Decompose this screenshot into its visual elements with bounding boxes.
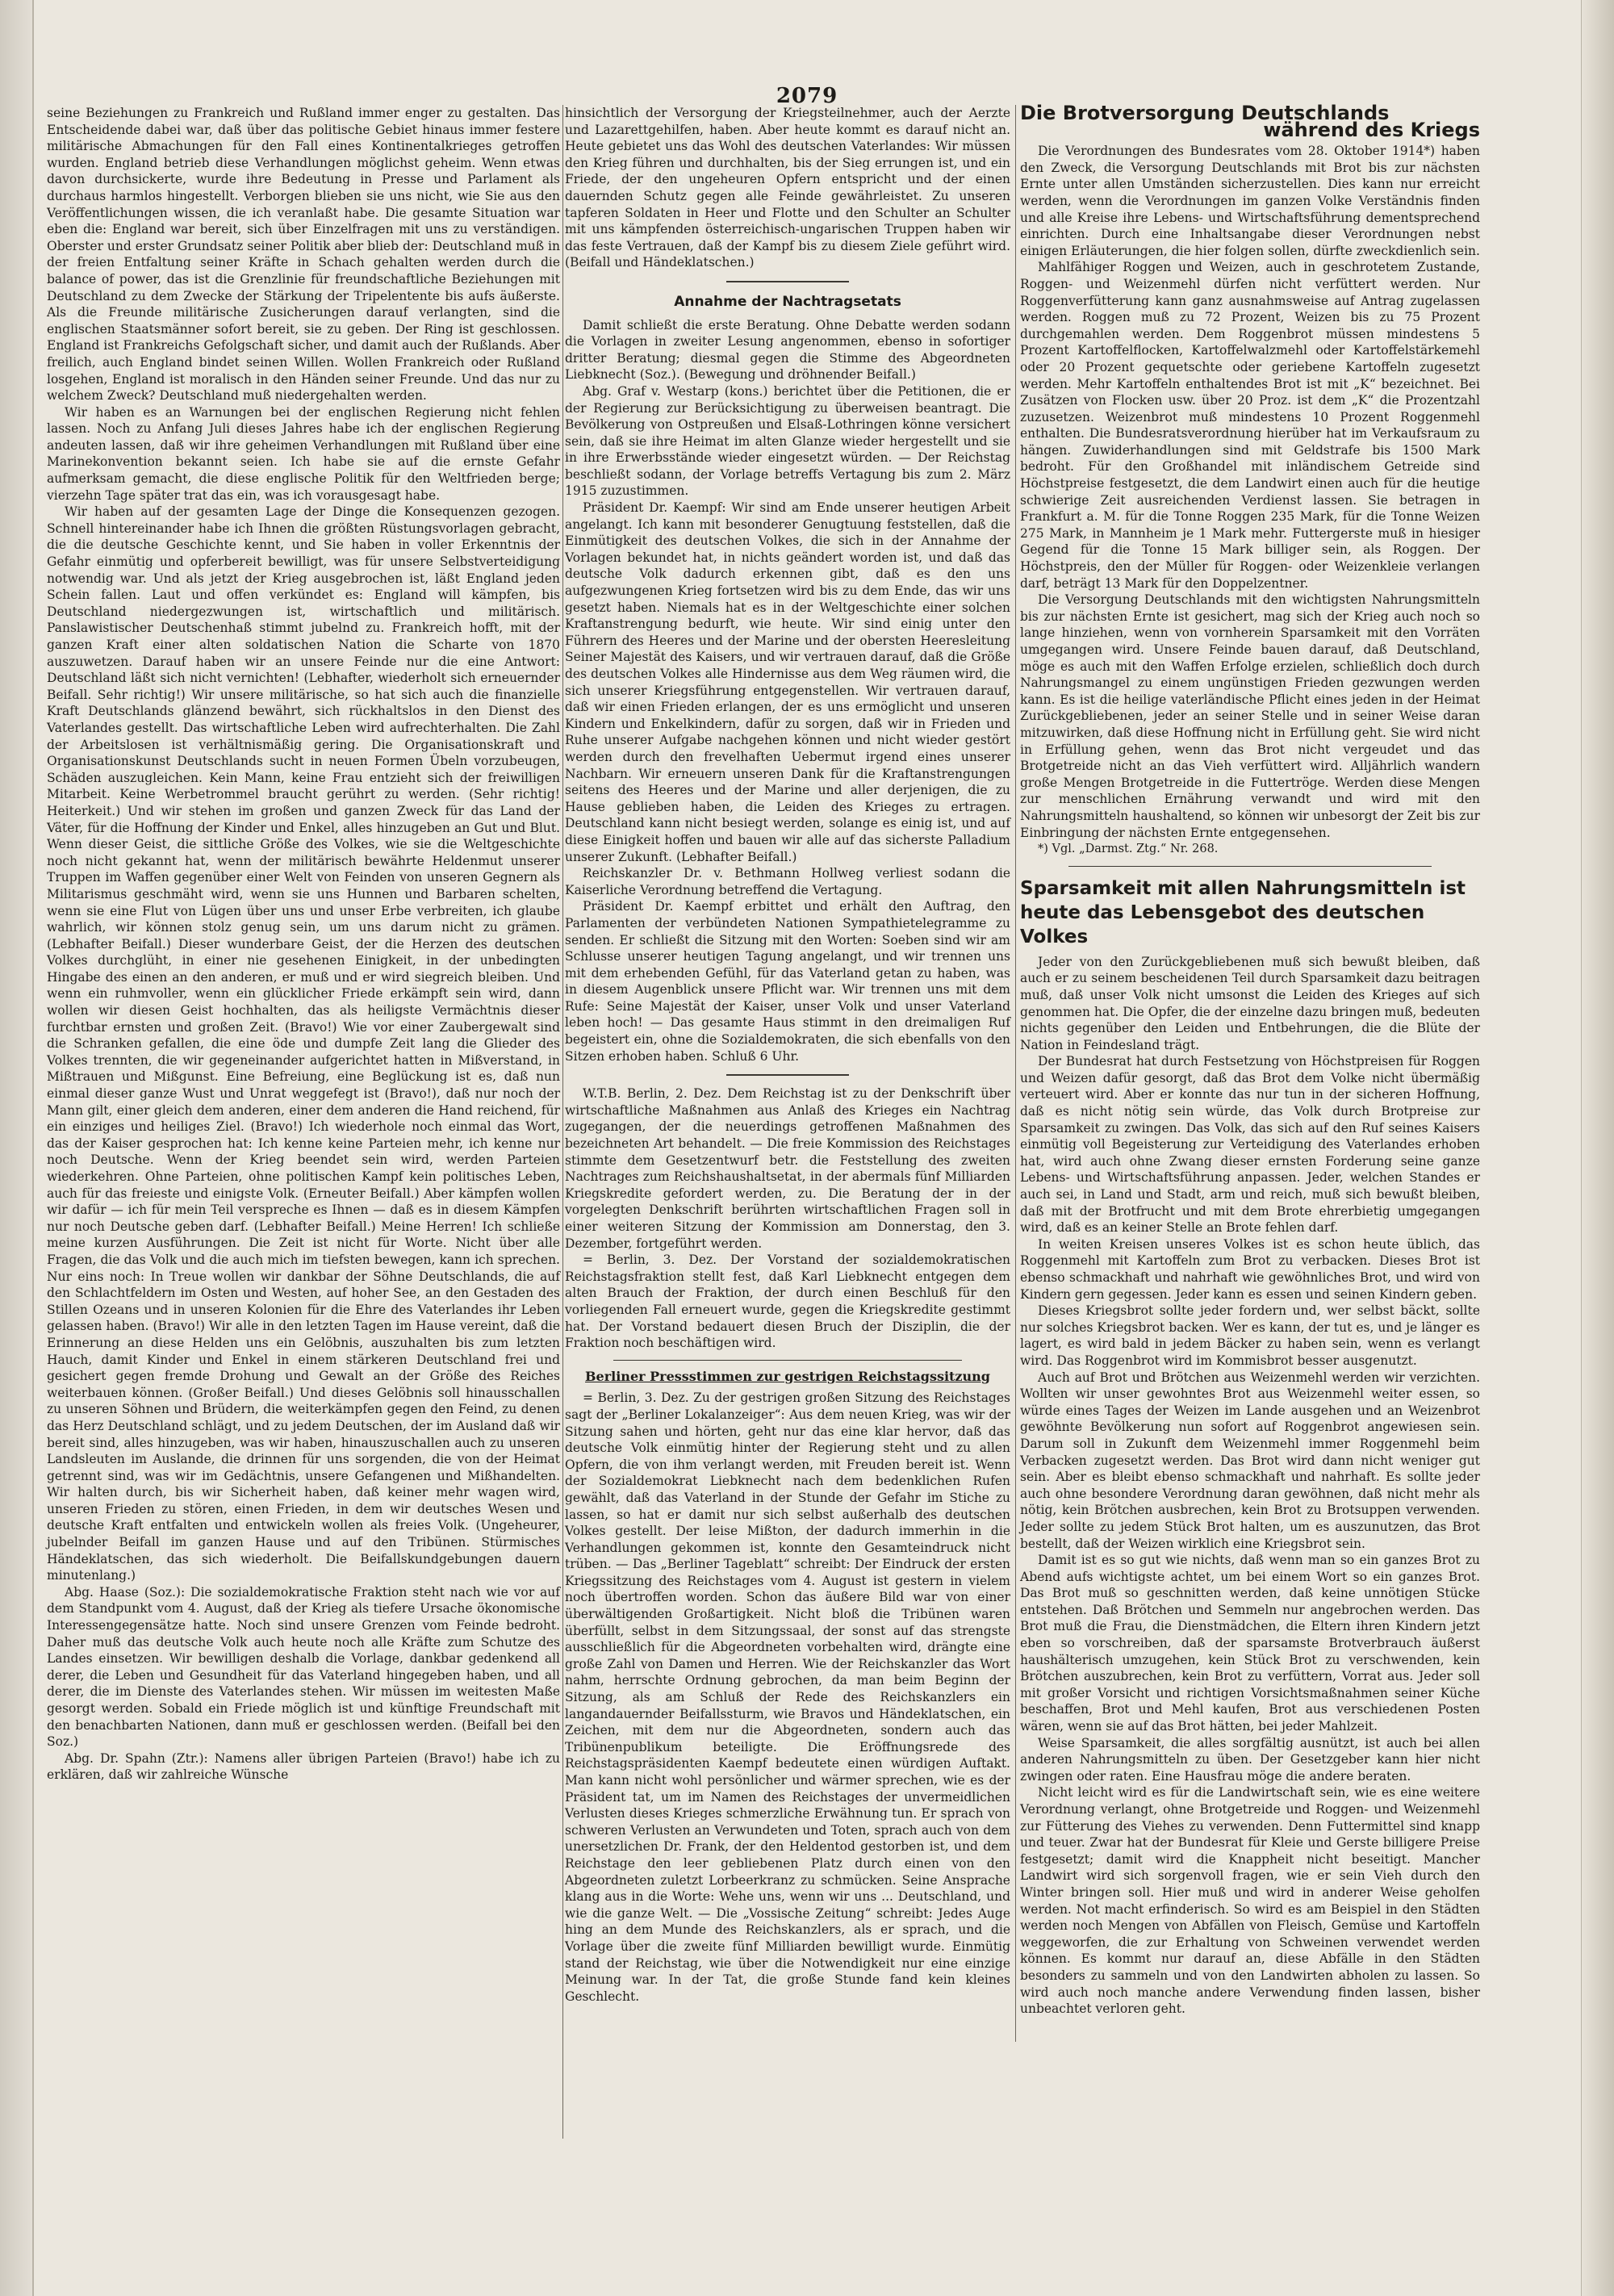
article-headline-line2: während des Kriegs [1263, 118, 1480, 141]
column-rule-left [562, 105, 563, 2139]
paragraph: Die Verordnungen des Bundesrates vom 28. Oktober 1914*) haben den Zweck, die Versorgung Deutschlands mit Brot bis zur nächsten Ernte unter allen Umständen sicherzustellen. Dies kann nur erreicht werden, wenn die Verordnungen im ganzen Volke Verständnis finden und alle Kreise ihre Lebens- und Wirtschaftsführung dementsprechend einrichten. Durch eine Inhaltsangabe dieser Verordnungen nebst einigen Erläuterungen, die hier folgen sollen, dürfte zweckdienlich sein. [1020, 144, 1480, 258]
divider [613, 1360, 962, 1361]
paragraph: W.T.B. Berlin, 2. Dez. Dem Reichstag ist zu der Denkschrift über wirtschaftliche Maßnahmen aus Anlaß des Krieges ein Nachtrag zugegangen, der die neuerdings getroffenen Maßnahmen des bezeichneten Art behandelt. — Die freie Kommission des Reichstages stimmte dem Gesetzentwurf betr. die Feststellung des zweiten Nachtrages zum Reichshaushaltsetat, in der abermals fünf Milliarden Kriegskredite gefordert werden, zu. Die Beratung der in der vorgelegten Denkschrift berührten wirtschaftlichen Fragen soll in einer weiteren Sitzung der Kommission am Donnerstag, den 3. Dezember, fortgeführt werden. [565, 1086, 1010, 1251]
paragraph: Präsident Dr. Kaempf: Wir sind am Ende unserer heutigen Arbeit angelangt. Ich kann mit besonderer Genugtuung feststellen, daß die Einmütigkeit des deutschen Volkes, die sich in der Annahme der Vorlagen bekundet hat, in nichts geändert worden ist, und daß das deutsche Volk dadurch erkennen gibt, daß es den uns aufgezwungenen Krieg fortsetzen wird bis zu dem Ende, das wir uns gesetzt haben. Niemals hat es in der Weltgeschichte einer solchen Kraftanstrengung bedurft, wie heute. Wir sind einig unter den Führern des Heeres und der Marine und der obersten Heeresleitung Seiner Majestät des Kaisers, und wir vertrauen darauf, daß die Größe des deutschen Volkes alle Hindernisse aus dem Weg räumen wird, die sich unserer Kriegsführung entgegenstellen. Wir vertrauen darauf, daß wir einen Frieden erlangen, der es uns ermöglicht und unseren Kindern und Enkelkindern, dafür zu sorgen, daß wir in Frieden und Ruhe unserer Aufgabe nachgehen können und nicht wieder gestört werden durch den frevelhaften Uebermut irgend eines unserer Nachbarn. Wir erneuern unseren Dank für die Kraftanstrengungen seitens des Heeres und der Marine und aller derjenigen, die zu Hause geblieben haben, die Leiden des Krieges zu ertragen. Deutschland kann nicht besiegt werden, solange es einig ist, und auf diese Einigkeit hoffen und bauen wir alle auf das sicherste Palladium unserer Zukunft. (Lebhafter Beifall.) [565, 500, 1010, 864]
paragraph: In weiten Kreisen unseres Volkes ist es schon heute üblich, das Roggenmehl mit Kartoffeln zum Brot zu verbacken. Dieses Brot ist ebenso schmackhaft und nahrhaft wie gewöhnliches Brot, und wird von Kindern gern gegessen. Jeder kann es essen und seinen Kindern geben. [1020, 1236, 1480, 1302]
paragraph: Der Bundesrat hat durch Festsetzung von Höchstpreisen für Roggen und Weizen dafür gesorgt, daß das Brot dem Volke nicht übermäßig verteuert wird. Aber er konnte das nur tun in der sicheren Hoffnung, daß es nicht nötig sein würde, das Volk durch Brotpreise zur Sparsamkeit zu zwingen. Das Volk, das sich auf den Ruf seines Kaisers einmütig voll Begeisterung zur Verteidigung des Vaterlandes erhoben hat, wird auch ohne Zwang dieser ernsten Forderung seine ganze Lebens- und Wirtschaftsführung anpassen. Jeder, welchen Standes er auch sei, in Land und Stadt, arm und reich, muß sich bewußt bleiben, daß mit der Brotfrucht und mit dem Brote ehrerbietig umgegangen wird, daß es an keiner Stelle an Brote fehlen darf. [1020, 1054, 1480, 1236]
previous-page-edge [0, 0, 34, 2296]
footnote: *) Vgl. „Darmst. Ztg.“ Nr. 268. [1038, 843, 1219, 856]
paragraph: Präsident Dr. Kaempf erbittet und erhält den Auftrag, den Parlamenten der verbündeten Nationen Sympathietelegramme zu senden. Er schließt die Sitzung mit den Worten: Soeben sind wir am Schlusse unserer heutigen Tagung angelangt, und wir trennen uns mit dem erhebenden Gefühl, für das Vaterland getan zu haben, was in diesem Augenblick unsere Pflicht war. Wir trennen uns mit dem Rufe: Seine Majestät der Kaiser, unser Volk und unser Vaterland leben hoch! — Das gesamte Haus stimmt in den dreimaligen Ruf begeistert ein, ohne die Sozialdemokraten, die sich ebenfalls von den Sitzen erhoben haben. Schluß 6 Uhr. [565, 899, 1010, 1064]
next-page-edge [1581, 0, 1614, 2296]
column-rule-right [1015, 105, 1016, 2042]
paragraph: Reichskanzler Dr. v. Bethmann Hollweg verliest sodann die Kaiserliche Verordnung betreffend die Vertagung. [565, 866, 1010, 897]
paragraph: Wir haben es an Warnungen bei der englischen Regierung nicht fehlen lassen. Noch zu Anfang Juli dieses Jahres habe ich der englischen Regierung andeuten lassen, daß wir ihre geheimen Verhandlungen mit Rußland über eine Marinekonvention bekannt seien. Ich habe sie auf die ernste Gefahr aufmerksam gemacht, die diese englische Politik für den Weltfrieden berge; vierzehn Tage später trat das ein, was ich vorausgesagt habe. [47, 404, 560, 503]
paragraph: Abg. Haase (Soz.): Die sozialdemokratische Fraktion steht nach wie vor auf dem Standpunkt vom 4. August, daß der Krieg als tiefere Ursache ökonomische Interessengegensätze hatte. Noch sind unsere Grenzen vom Feinde bedroht. Daher muß das deutsche Volk auch heute noch alle Kräfte zum Schutze des Landes einsetzen. Wir bewilligen deshalb die Vorlage, dankbar gedenkend all derer, die Leben und Gesundheit für das Vaterland hingegeben haben, und all derer, die im Dienste des Vaterlandes stehen. Wir müssen im weitesten Maße gesorgt werden. Sobald ein Friede möglich ist und künftige Freundschaft mit den benachbarten Nationen, dann muß er geschlossen werden. (Beifall bei den Soz.) [47, 1584, 560, 1750]
paragraph: Abg. Dr. Spahn (Ztr.): Namens aller übrigen Parteien (Bravo!) habe ich zu erklären, daß wir zahlreiche Wünsche [47, 1750, 560, 1783]
paragraph: seine Beziehungen zu Frankreich und Rußland immer enger zu gestalten. Das Entscheidende dabei war, daß über das politische Gebiet hinaus immer festere militärische Abmachungen für den Fall eines Kontinentalkrieges getroffen wurden. England betrieb diese Verhandlungen möglichst geheim. Wenn etwas davon durchsickerte, wurde ihre Bedeutung in Presse und Parlament als durchaus harmlos hingestellt. Verborgen blieben sie uns nicht, wie Sie aus den Veröffentlichungen wissen, die ich veranlaßt habe. Die gesamte Situation war eben die: England war bereit, sich über Einzelfragen mit uns zu verständigen. Oberster und erster Grundsatz seiner Politik aber blieb der: Deutschland muß in der freien Entfaltung seiner Kräfte in Schach gehalten werden durch die balance of power, das ist die Grenzlinie für freundschaftliche Beziehungen mit Deutschland zu dem Zwecke der Stärkung der Tripelentente bis aufs äußerste. Als die Freunde militärische Zusicherungen darauf verlangten, sind die englischen Staatsmänner sofort bereit, sie zu geben. Der Ring ist geschlossen. England ist Frankreichs Gefolgschaft sicher, und damit auch der Rußlands. Aber freilich, auch England bindet seinen Willen. Wollen Frankreich oder Rußland losgehen, England ist moralisch in den Händen seiner Freunde. Und das nur zu welchem Zweck? Deutschland muß niedergehalten werden. [47, 106, 560, 404]
article-headline: Sparsamkeit mit allen Nahrungsmitteln ist heute das Lebensgebot des deutschen Volkes [1020, 877, 1466, 947]
paragraph: Die Versorgung Deutschlands mit den wichtigsten Nahrungsmitteln bis zur nächsten Ernte ist gesichert, mag sich der Krieg auch noch so lange hinziehen, wenn von vornherein Sparsamkeit mit den Vorräten umgegangen wird. Unsere Feinde bauen darauf, daß Deutschland, möge es auch mit den Waffen Erfolge erzielen, schließlich doch durch Nahrungsmangel zu einem ungünstigen Frieden gezwungen werden kann. Es ist die heilige vaterländische Pflicht eines jeden in der Heimat Zurückgebliebenen, jeder an seiner Stelle und in seiner Weise daran mitzuwirken, daß diese Hoffnung nicht in Erfüllung geht. Sie wird nicht in Erfüllung gehen, wenn das Brot nicht vergeudet und das Brotgetreide nicht an das Vieh verfüttert wird. Alljährlich wandern große Mengen Brotgetreide in die Futtertröge. Werden diese Mengen zur menschlichen Ernährung verwandt und wird mit den Nahrungsmitteln haushaltend, so können wir unbesorgt der Zeit bis zur Einbringung der nächsten Ernte entgegensehen. [1020, 592, 1480, 840]
column-right [1020, 102, 1480, 2018]
column-left [47, 105, 560, 1784]
paragraph: Wir haben auf der gesamten Lage der Dinge die Konsequenzen gezogen. Schnell hintereinander habe ich Ihnen die größten Rüstungsvorlagen gebracht, die die deutsche Geschichte kennt, und Sie haben in voller Erkenntnis der Gefahr einmütig und opferbereit bewilligt, was für unsere Selbstverteidigung notwendig war. Und als jetzt der Krieg ausgebrochen ist, läßt England jeden Schein fallen. Laut und offen verkündet es: England will kämpfen, bis Deutschland niedergezwungen ist, wirtschaftlich und militärisch. Panslawistischer Deutschenhaß stimmt jubelnd zu. Frankreich hofft, mit der ganzen Kraft einer alten soldatischen Nation die Scharte von 1870 auszuwetzen. Darauf haben wir an unsere Feinde nur die eine Antwort: Deutschland läßt sich nicht vernichten! (Lebhafter, wiederholt sich erneuernder Beifall. Sehr richtig!) Wir unsere militärische, so hat sich auch die finanzielle Kraft Deutschlands glänzend bewährt, sich rückhaltslos in den Dienst des Vaterlandes gestellt. Das wirtschaftliche Leben wird aufrechterhalten. Die Zahl der Arbeitslosen ist verhältnismäßig gering. Die Organisationskraft und Organisationskunst Deutschlands sucht in neuen Formen Übeln vorzubeugen, Schäden auszugleichen. Kein Mann, keine Frau entzieht sich der freiwilligen Mitarbeit. Keine Werbetrommel braucht gerührt zu werden. (Sehr richtig! Heiterkeit.) Und wir stehen im großen und ganzen Zweck für das Land der Väter, für die Hoffnung der Kinder und Enkel, alles hinzugeben an Gut und Blut. Wenn dieser Geist, die sittliche Größe des Volkes, wie sie die Weltgeschichte noch nicht gekannt hat, wenn der militärisch bewährte Heldenmut unserer Truppen im Waffen gegenüber einer Welt von Feinden von unseren Gegnern als Militarismus geschmäht wird, wenn sie uns Hunnen und Barbaren schelten, wenn sie eine Flut von Lügen über uns und unser Erbe verbreiten, ich glaube wahrlich, wir können stolz genug sein, um uns darum nicht zu grämen. (Lebhafter Beifall.) Dieser wunderbare Geist, der die Herzen des deutschen Volkes durchglüht, in einer nie gesehenen Einigkeit, in der unbedingten Hingabe des einen an den anderen, er muß und er wird siegreich bleiben. Und wenn ein ruhmvoller, wenn ein glücklicher Friede erkämpft sein wird, dann wollen wir diesen Geist hochhalten, das als heiligste Vermächtnis dieser furchtbar ernsten und großen Zeit. (Bravo!) Wie vor einer Zaubergewalt sind die Schranken gefallen, die eine öde und dumpfe Zeit lang die Glieder des Volkes trennten, die wir gegeneinander aufgerichtet hatten in Mißverstand, in Mißtrauen und Mißgunst. Eine Befreiung, eine Beglückung ist es, daß nun einmal dieser ganze Wust und Unrat weggefegt ist (Bravo!), daß nur noch der Mann gilt, einer gleich dem anderen, einer dem anderen die Hand reichend, für ein einziges und heiliges Ziel. (Bravo!) Ich wiederhole noch einmal das Wort, das der Kaiser gesprochen hat: Ich kenne keine Parteien mehr, ich kenne nur noch Deutsche. Wenn der Krieg beendet sein wird, werden Parteien wiederkehren. Ohne Parteien, ohne politischen Kampf kein politisches Leben, auch für das freieste und einigste Volk. (Erneuter Beifall.) Aber kämpfen wollen wir dafür — ich für mein Teil verspreche es Ihnen — daß es in diesem Kämpfen nur noch Deutsche geben darf. (Lebhafter Beifall.) Meine Herren! Ich schließe meine kurzen Ausführungen. Die Zeit ist nicht für Worte. Nicht über alle Fragen, die das Volk und die auch mich im tiefsten bewegen, kann ich sprechen. Nur eins noch: In Treue wollen wir dankbar der Söhne Deutschlands, die auf den Schlachtfeldern im Osten und Westen, auf hoher See, an den Gestaden des Stillen Ozeans und in unseren Kolonien für die Ehre des Vaterlandes ihr Leben gelassen haben. (Bravo!) Wir alle in den letzten Tagen im Hause vereint, daß die Erinnerung an diese Helden uns ein Gelöbnis, auszuhalten bis zum letzten Hauch, damit Kinder und Enkel in einem stärkeren Deutschland frei und gesichert gegen fremde Drohung und Gewalt an der Größe des Reiches weiterbauen können. (Großer Beifall.) Und dieses Gelöbnis soll hinausschallen zu unseren Söhnen und Brüdern, die weiterkämpfen gegen den Feind, zu denen das Herz Deutschland schlägt, und zu jedem Deutschen, der im Ausland daß wir bereit sind, alles hinzugeben, was wir haben, hinauszuschallen auch zu unseren Landsleuten im Auslande, die drinnen für uns sorgenden, die von der Heimat getrennt sind, was wir im Gedächtnis, unsere Gefangenen und Mißhandelten. Wir halten durch, bis wir Sicherheit haben, daß keiner mehr wagen wird, unseren Frieden zu stören, einen Frieden, in dem wir deutsches Wesen und deutsche Kraft entfalten und entwickeln wollen als freies Volk. (Ungeheurer, jubelnder Beifall im ganzen Hause und auf den Tribünen. Stürmisches Händeklatschen, das sich wiederholt. Die Beifallskundgebungen dauern minutenlang.) [47, 504, 560, 1583]
paragraph: Damit ist es so gut wie nichts, daß wenn man so ein ganzes Brot zu Abend aufs wichtigste achtet, um bei einem Wort so ein ganzes Brot. Das Brot muß so geschnitten werden, daß keine unnötigen Stücke entstehen. Daß Brötchen und Semmeln nur angebrochen werden. Das Brot muß die Frau, die Dienstmädchen, die Eltern ihren Kindern jetzt eben so vorschreiben, daß der sparsamste Brotverbrauch äußerst haushälterisch umzugehen, kein Stück Brot zu verschwenden, kein Brötchen auszubrechen, kein Brot zu verfüttern, Vorrat aus. Jeder soll mit großer Vorsicht und richtigen Vorsichtsmaßnahmen seiner Küche beschaffen, Brot und Mehl kaufen, Brot aus verschiedenen Posten wären, wenn sie auf das Brot hätten, bei jeder Mahlzeit. [1020, 1553, 1480, 1734]
paragraph: Jeder von den Zurückgebliebenen muß sich bewußt bleiben, daß auch er zu seinem bescheidenen Teil durch Sparsamkeit dazu beitragen muß, daß unser Volk nicht umsonst die Leiden des Krieges auf sich genommen hat. Die Opfer, die der einzelne dazu bringen muß, bedeuten nichts gegenüber den Leiden und Entbehrungen, die die Blüte der Nation in Feindesland trägt. [1020, 954, 1480, 1052]
paragraph: hinsichtlich der Versorgung der Kriegsteilnehmer, auch der Aerzte und Lazarettgehilfen, haben. Aber heute kommt es darauf nicht an. Heute gebietet uns das Wohl des deutschen Vaterlandes: Wir müssen den Krieg führen und durchhalten, bis der Sieg errungen ist, und ein Friede, der den ungeheuren Opfern entspricht und der einen dauernden Schutz gegen alle Feinde gewährleistet. Zu unseren tapferen Soldaten in Heer und Flotte und den Schulter an Schulter mit uns kämpfenden österreichisch-ungarischen Truppen haben wir das feste Vertrauen, daß der Kampf bis zu diesem Ziele geführt wird. (Beifall und Händeklatschen.) [565, 106, 1010, 270]
paragraph: = Berlin, 3. Dez. Der Vorstand der sozialdemokratischen Reichstagsfraktion stellt fest, daß Karl Liebknecht entgegen dem alten Brauch der Fraktion, der durch einen Beschluß für den vorliegenden Fall erneuert wurde, gegen die Kriegskredite gestimmt hat. Der Vorstand bedauert diesen Bruch der Disziplin, die der Fraktion noch beschäftigen wird. [565, 1253, 1010, 1351]
paragraph: Weise Sparsamkeit, die alles sorgfältig ausnützt, ist auch bei allen anderen Nahrungsmitteln zu üben. Der Gesetzgeber kann hier nicht zwingen oder raten. Eine Hausfrau möge die andere beraten. [1020, 1735, 1480, 1784]
paragraph: Damit schließt die erste Beratung. Ohne Debatte werden sodann die Vorlagen in zweiter Lesung angenommen, ebenso in sofortiger dritter Beratung; diesmal gegen die Stimme des Abgeordneten Liebknecht (Soz.). (Bewegung und dröhnender Beifall.) [565, 317, 1010, 383]
paragraph: Mahlfähiger Roggen und Weizen, auch in geschrotetem Zustande, Roggen- und Weizenmehl dürfen nicht verfüttert werden. Nur Roggenverfütterung kann ganz ausnahmsweise auf Antrag zugelassen werden. Roggen muß zu 72 Prozent, Weizen bis zu 75 Prozent durchgemahlen werden. Dem Roggenbrot müssen mindestens 5 Prozent Kartoffelflocken, Kartoffelwalzmehl oder Kartoffelstärkemehl oder 20 Prozent gequetschte oder geriebene Kartoffeln zugesetzt werden. Mehr Kartoffeln enthaltendes Brot ist mit „K“ bezeichnet. Bei Zusätzen von Flocken usw. über 20 Proz. ist dem „K“ die Prozentzahl zuzusetzen. Weizenbrot muß mindestens 10 Prozent Roggenmehl enthalten. Die Bundesratsverordnung hierüber hat im Verkaufsraum zu hängen. Zuwiderhandlungen sind mit Geldstrafe bis 1500 Mark bedroht. Für den Großhandel mit inländischem Getreide sind Höchstpreise festgesetzt, die dem Landwirt einen auch für die heutige schwierige Zeit ausreichenden Verdienst lassen. Sie betragen in Frankfurt a. M. für die Tonne Roggen 235 Mark, für die Tonne Weizen 275 Mark, in Mannheim je 1 Mark mehr. Futtergerste muß in hiesiger Gegend für die Tonne 15 Mark billiger sein, als Roggen. Der Höchstpreis, den der Müller für Roggen- oder Weizenkleie verlangen darf, beträgt 13 Mark für den Doppelzentner. [1020, 260, 1480, 591]
article-headline: Die Brotversorgung Deutschlands [1020, 102, 1390, 124]
paragraph: Dieses Kriegsbrot sollte jeder fordern und, wer selbst bäckt, sollte nur solches Kriegsbrot backen. Wer es kann, der tut es, und je länger es lagert, es wird bald in jedem Bäcker zu haben sein, wenn es verlangt wird. Das Roggenbrot wird im Kommisbrot besser ausgenutzt. [1020, 1303, 1480, 1368]
paragraph: Abg. Graf v. Westarp (kons.) berichtet über die Petitionen, die er der Regierung zur Berücksichtigung zu überweisen beantragt. Die Bevölkerung von Ostpreußen und Elsaß-Lothringen könne versichert sein, daß sie ihre Heimat im alten Glanze wieder hergestellt und sie in ihre Erwerbsstände wieder eingesetzt würden. — Der Reichstag beschließt sodann, der Vorlage betreffs Vertagung bis zum 2. März 1915 zuzustimmen. [565, 383, 1010, 499]
section-heading: Berliner Pressstimmen zur gestrigen Reichstagssitzung [585, 1368, 990, 1384]
column-middle [565, 105, 1010, 2005]
page-number: 2079 [776, 84, 838, 108]
paragraph: Auch auf Brot und Brötchen aus Weizenmehl werden wir verzichten. Wollten wir unser gewohntes Brot aus Weizenmehl weiter essen, so würde eines Tages der Weizen im Lande ausgehen und an Weizenbrot gewöhnte Bevölkerung nun sofort auf Roggenbrot angewiesen sein. Darum soll in Zukunft dem Weizenmehl immer Roggenmehl beim Verbacken zugesetzt werden. Das Brot wird dann nicht weniger gut sein. Aber es bleibt ebenso schmackhaft und nahrhaft. Es sollte jeder auch ohne besondere Verordnung daran gewöhnen, daß nicht mehr als nötig, kein Brötchen ausbrechen, kein Brot zu Brotsuppen verwenden. Jeder sollte zu jedem Stück Brot halten, um es auszunutzen, das Brot bestellt, daß der Weizen wirklich eine Kriegsbrot sein. [1020, 1370, 1480, 1551]
divider [1068, 866, 1432, 867]
section-heading: Annahme der Nachtragsetats [674, 293, 901, 310]
divider [726, 281, 849, 282]
paragraph: = Berlin, 3. Dez. Zu der gestrigen großen Sitzung des Reichstages sagt der „Berliner Lokalanzeiger“: Aus dem neuen Krieg, was wir der Sitzung sahen und hörten, geht nur das eine klar hervor, daß das deutsche Volk einmütig hinter der Regierung steht und zu allen Opfern, die von ihm verlangt werden, mit Freuden bereit ist. Wenn der Sozialdemokrat Liebknecht nach dem bedenklichen Rufen gewählt, daß das Vaterland in der Stunde der Gefahr im Stiche zu lassen, so hat er damit nur sich selbst außerhalb des deutschen Volkes gestellt. Der leise Mißton, der dadurch immerhin in die Verhandlungen gekommen ist, konnte den Gesamteindruck nicht trüben. — Das „Berliner Tageblatt“ schreibt: Der Eindruck der ersten Kriegssitzung des Reichstages vom 4. August ist gestern in vielem noch übertroffen worden. Schon das äußere Bild war von einer überwältigenden Großartigkeit. Nicht bloß die Tribünen waren überfüllt, selbst in dem Sitzungssaal, der sonst auf das strengste ausschließlich für die Abgeordneten vorbehalten wird, drängte eine große Zahl von Damen und Herren. Wie der Reichskanzler das Wort nahm, herrschte Ordnung gebrochen, da man beim Beginn der Sitzung, als am Schluß der Rede des Reichskanzlers ein langandauernder Beifallssturm, wie Bravos und Händeklatschen, ein Zeichen, mit dem nur die Abgeordneten, sondern auch das Tribünenpublikum beteiligte. Die Eröffnungsrede des Reichstagspräsidenten Kaempf bedeutete einen würdigen Auftakt. Man kann nicht wohl persönlicher und wärmer sprechen, wie es der Präsident tat, um im Namen des Reichstages der unvermeidlichen Verlusten dieses Krieges schmerzliche Erwähnung tun. Er sprach von schweren Verlusten an Verwundeten und Toten, sprach auch von dem unersetzlichen Dr. Frank, der den Heldentod gestorben ist, und dem Reichstage den leer gebliebenen Platz durch einen von den Abgeordneten zuletzt Lorbeerkranz zu schmücken. Seine Ansprache klang aus in die Worte: Wehe uns, wenn wir uns ... Deutschland, und wie die ganze Welt. — Die „Vossische Zeitung“ schreibt: Jedes Auge hing an dem Munde des Reichskanzlers, als er sprach, und die Vorlage über die zweite fünf Milliarden bewilligt wurde. Einmütig stand der Reichstag, wie über die Notwendigkeit nur eine einzige Meinung war. In der Tat, die große Stunde fand kein kleines Geschlecht. [565, 1391, 1010, 2004]
paragraph: Nicht leicht wird es für die Landwirtschaft sein, wie es eine weitere Verordnung verlangt, ohne Brotgetreide und Roggen- und Weizenmehl zur Fütterung des Viehes zu verwenden. Denn Futtermittel sind knapp und teuer. Zwar hat der Bundesrat für Kleie und Gerste billigere Preise festgesetzt; damit wird die Knappheit nicht beseitigt. Mancher Landwirt wird sich sorgenvoll fragen, wie er sein Vieh durch den Winter bringen soll. Hier muß und wird in anderer Weise geholfen werden. Not macht erfinderisch. So wird es am Beispiel in den Städten werden noch Mengen von Abfällen von Fleisch, Gemüse und Kartoffeln weggeworfen, die zur Erhaltung von Schweinen verwendet werden können. Es kommt nur darauf an, diese Abfälle in den Städten besonders zu sammeln und von den Landwirten abholen zu lassen. So wird auch noch manche andere Verwendung finden lassen, bisher unbeachtet verloren geht. [1020, 1785, 1480, 2017]
divider [726, 1074, 849, 1076]
